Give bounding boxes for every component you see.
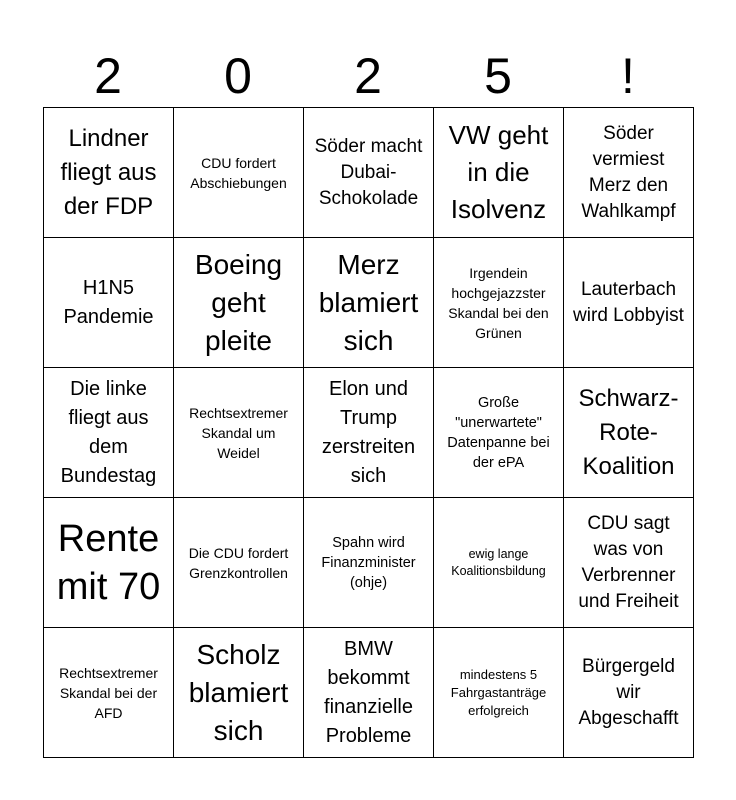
cell-text: BMW bekommt finanzielle Probleme <box>324 637 413 747</box>
cell-text: Rechtsextremer Skandal um Weidel <box>189 404 288 461</box>
bingo-cell[interactable] <box>564 108 694 238</box>
cell-text: H1N5 Pandemie <box>63 276 154 328</box>
bingo-cell[interactable] <box>564 498 694 628</box>
bingo-cell[interactable] <box>44 108 174 238</box>
bingo-cell[interactable] <box>44 238 174 368</box>
bingo-cell[interactable] <box>564 368 694 498</box>
bingo-cell[interactable] <box>174 628 304 758</box>
cell-text: Lindner fliegt aus der FDP <box>60 124 157 220</box>
bingo-board <box>43 107 694 758</box>
cell-text: Merz blamiert sich <box>318 248 419 356</box>
cell-text: Spahn wird Finanzminister (ohje) <box>321 534 416 591</box>
cell-text: CDU sagt was von Verbrenner und Freiheit <box>578 512 679 612</box>
bingo-cell[interactable] <box>434 368 564 498</box>
bingo-cell[interactable] <box>44 628 174 758</box>
bingo-cell[interactable] <box>44 498 174 628</box>
bingo-cell[interactable] <box>564 238 694 368</box>
header-letter: 5 <box>484 48 512 104</box>
bingo-header <box>43 45 693 107</box>
cell-text: Rente mit 70 <box>56 517 161 608</box>
cell-text: Bürgergeld wir Abgeschafft <box>578 655 679 729</box>
bingo-cell[interactable] <box>434 498 564 628</box>
header-letter: 2 <box>94 48 122 104</box>
cell-text: Rechtsextremer Skandal bei der AFD <box>59 664 158 721</box>
cell-text: Elon und Trump zerstreiten sich <box>321 377 416 487</box>
bingo-cell[interactable] <box>174 238 304 368</box>
bingo-cell[interactable] <box>434 108 564 238</box>
cell-text: VW geht in die Isolvenz <box>448 120 549 224</box>
cell-text: Irgendein hochgejazzster Skandal bei den Grünen <box>448 264 549 341</box>
cell-text: ewig lange Koalitionsbildung <box>451 546 546 578</box>
bingo-cell[interactable] <box>304 238 434 368</box>
cell-text: Die CDU fordert Grenzkontrollen <box>188 544 289 581</box>
bingo-cell[interactable] <box>174 498 304 628</box>
cell-text: mindestens 5 Fahrgastanträge erfolgreich <box>450 666 547 718</box>
cell-text: Scholz blamiert sich <box>188 638 289 746</box>
cell-text: Söder vermiest Merz den Wahlkampf <box>581 122 676 222</box>
cell-text: CDU fordert Abschiebungen <box>190 154 287 191</box>
cell-text: Boeing geht pleite <box>194 248 283 356</box>
cell-text: Söder macht Dubai-Schokolade <box>314 135 423 209</box>
bingo-cell[interactable] <box>304 368 434 498</box>
header-letter: 2 <box>354 48 382 104</box>
bingo-cell[interactable] <box>44 368 174 498</box>
bingo-cell[interactable] <box>174 108 304 238</box>
bingo-cell[interactable] <box>304 628 434 758</box>
bingo-cell[interactable] <box>304 498 434 628</box>
bingo-cell[interactable] <box>304 108 434 238</box>
cell-text: Große "unerwartete" Datenpanne bei der ePA <box>447 394 550 471</box>
cell-text: Schwarz-Rote-Koalition <box>578 384 679 480</box>
bingo-cell[interactable] <box>564 628 694 758</box>
header-letter: ! <box>621 48 635 104</box>
bingo-cell[interactable] <box>434 238 564 368</box>
bingo-cell[interactable] <box>174 368 304 498</box>
bingo-cell[interactable] <box>434 628 564 758</box>
header-letter: 0 <box>224 48 252 104</box>
cell-text: Lauterbach wird Lobbyist <box>573 278 684 326</box>
cell-text: Die linke fliegt aus dem Bundestag <box>60 377 157 487</box>
